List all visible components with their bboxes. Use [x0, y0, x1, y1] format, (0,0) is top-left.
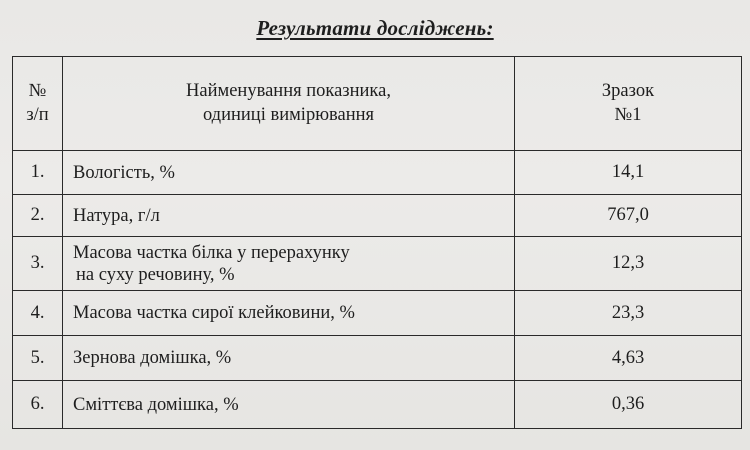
row-indicator-name: [63, 195, 515, 237]
row-indicator-name: [63, 291, 515, 336]
header-number-cell: [13, 57, 63, 151]
row-indicator-name-line1: Масова частка білка у перерахунку: [73, 242, 350, 263]
table-header-row: [13, 57, 742, 151]
table-row: [13, 381, 742, 429]
row-indicator-name: [63, 336, 515, 381]
row-indicator-name-line1: Натура, г/л: [73, 205, 160, 226]
row-indicator-name: [63, 381, 515, 429]
row-number: 5.: [13, 336, 63, 381]
table-row: [13, 195, 742, 237]
table-row: [13, 291, 742, 336]
row-sample-value: 14,1: [515, 151, 742, 195]
row-indicator-name: [63, 151, 515, 195]
table-row: [13, 336, 742, 381]
row-sample-value: 767,0: [515, 195, 742, 237]
header-sample-line1: Зразок: [601, 81, 655, 101]
table-row: [13, 151, 742, 195]
row-indicator-name-line1: Вологість, %: [73, 162, 175, 183]
row-number: 3.: [13, 237, 63, 291]
header-name-cell: [63, 57, 515, 151]
row-indicator-name-line2: на суху речовину, %: [76, 264, 235, 285]
row-sample-value: 23,3: [515, 291, 742, 336]
row-sample-value: 4,63: [515, 336, 742, 381]
header-name-line1: Найменування показника,: [186, 81, 391, 101]
row-number: 6.: [13, 381, 63, 429]
row-indicator-name-line1: Зернова домішка, %: [73, 348, 232, 368]
row-number: 4.: [13, 291, 63, 336]
row-sample-value: 12,3: [515, 237, 742, 291]
row-indicator-name-line1: Сміттєва домішка, %: [73, 394, 239, 415]
row-indicator-name: [63, 237, 515, 291]
row-number: 2.: [13, 195, 63, 237]
header-number-symbol: №: [28, 81, 47, 101]
results-table: [12, 56, 742, 429]
row-number: 1.: [13, 151, 63, 195]
header-number-abbrev: з/п: [26, 105, 49, 125]
header-sample-cell: [515, 57, 742, 151]
document-title: Результати досліджень:: [256, 16, 494, 40]
header-name-line2: одиниці вимірювання: [202, 105, 375, 125]
table-row: [13, 237, 742, 291]
header-sample-line2: №1: [614, 105, 642, 125]
row-indicator-name-line1: Масова частка сирої клейковини, %: [73, 303, 355, 323]
row-sample-value: 0,36: [515, 381, 742, 429]
